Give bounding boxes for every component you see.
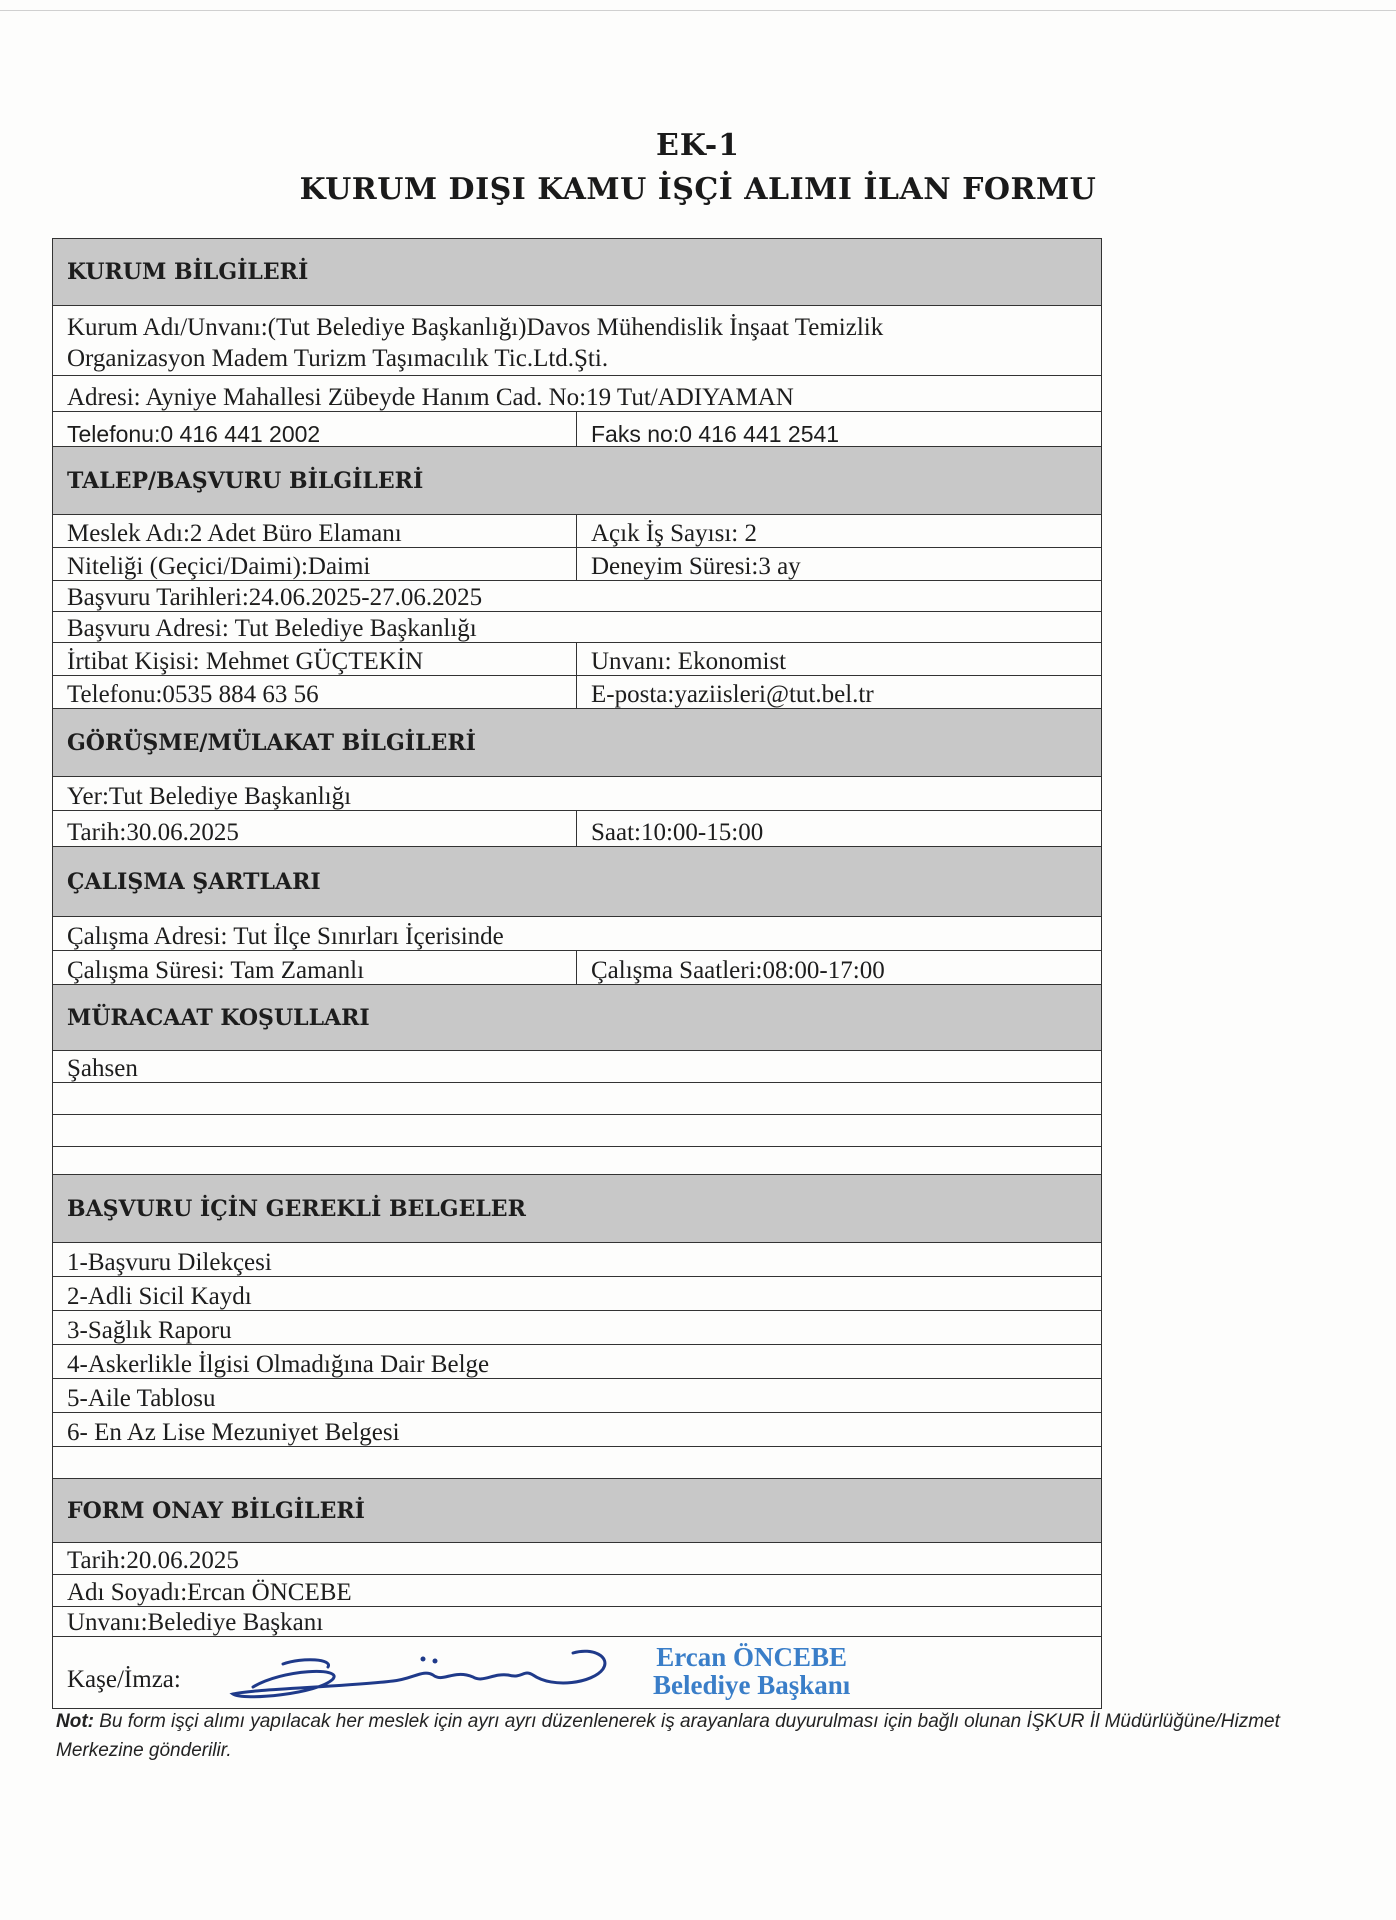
calisma-suresi: Çalışma Süresi: Tam Zamanlı (53, 951, 577, 984)
section-header-muracaat: MÜRACAAT KOŞULLARI (52, 985, 1102, 1051)
onay-tarih: Tarih:20.06.2025 (52, 1543, 1102, 1575)
irtibat-eposta: E-posta:yaziisleri@tut.bel.tr (591, 680, 874, 708)
talep-row-6 (52, 676, 1102, 709)
section-header-kurum: KURUM BİLGİLERİ (52, 238, 1102, 306)
calisma-row-2 (52, 951, 1102, 985)
gorusme-yer: Yer:Tut Belediye Başkanlığı (52, 777, 1102, 811)
belge-item: 5-Aile Tablosu (52, 1379, 1102, 1413)
stamp-title: Belediye Başkanı (653, 1670, 851, 1701)
deneyim-suresi: Deneyim Süresi:3 ay (591, 552, 801, 580)
section-header-belgeler: BAŞVURU İÇİN GEREKLİ BELGELER (52, 1175, 1102, 1243)
belge-item: 4-Askerlikle İlgisi Olmadığına Dair Belge (52, 1345, 1102, 1379)
kurum-fax: Faks no:0 416 441 2541 (591, 420, 840, 447)
irtibat-unvan: Unvanı: Ekonomist (591, 647, 787, 675)
kurum-address: Adresi: Ayniye Mahallesi Zübeyde Hanım Cad. No:19 Tut/ADIYAMAN (52, 376, 1102, 412)
niteligi: Niteliği (Geçici/Daimi):Daimi (53, 548, 577, 580)
belge-item: 1-Başvuru Dilekçesi (52, 1243, 1102, 1277)
form-title: KURUM DIŞI KAMU İŞÇİ ALIMI İLAN FORMU (299, 172, 1097, 207)
talep-row-2 (52, 548, 1102, 581)
kurum-phone: Telefonu:0 416 441 2002 (53, 412, 577, 446)
irtibat-kisisi: İrtibat Kişisi: Mehmet GÜÇTEKİN (53, 643, 577, 675)
gorusme-tarih: Tarih:30.06.2025 (53, 811, 577, 846)
basvuru-tarihleri: Başvuru Tarihleri:24.06.2025-27.06.2025 (52, 581, 1102, 612)
calisma-adresi: Çalışma Adresi: Tut İlçe Sınırları İçerisinde (52, 917, 1102, 951)
footnote-text: Bu form işçi alımı yapılacak her meslek için ayrı ayrı düzenlenerek iş arayanlara duyurulması için bağlı olunan İŞKUR İl Müdürlüğüne/Hizmet Merkezine gönderilir. (56, 1711, 1280, 1761)
signature-image (223, 1639, 643, 1709)
kurum-name-cell (52, 306, 1102, 376)
section-header-gorusme: GÖRÜŞME/MÜLAKAT BİLGİLERİ (52, 709, 1102, 777)
onay-ad-soyad: Adı Soyadı:Ercan ÖNCEBE (52, 1575, 1102, 1607)
kurum-contact-row (52, 412, 1102, 447)
talep-row-1 (52, 515, 1102, 548)
section-header-talep: TALEP/BAŞVURU BİLGİLERİ (52, 447, 1102, 515)
talep-row-5 (52, 643, 1102, 676)
form-code: EK-1 (655, 128, 741, 163)
footnote-label: Not: (56, 1711, 94, 1732)
page-top-edge (0, 10, 1396, 11)
calisma-saatleri: Çalışma Saatleri:08:00-17:00 (591, 956, 885, 984)
official-stamp (653, 1643, 850, 1700)
belge-item: 6- En Az Lise Mezuniyet Belgesi (52, 1413, 1102, 1447)
belge-item: 3-Sağlık Raporu (52, 1311, 1102, 1345)
muracaat-item: Şahsen (52, 1051, 1102, 1083)
stamp-name: Ercan ÖNCEBE (656, 1642, 848, 1672)
gorusme-row-2 (52, 811, 1102, 847)
belge-item: 2-Adli Sicil Kaydı (52, 1277, 1102, 1311)
muracaat-empty-row (52, 1083, 1102, 1115)
irtibat-telefon: Telefonu:0535 884 63 56 (53, 676, 577, 708)
belgeler-empty-row (52, 1447, 1102, 1479)
kurum-name-line1: Kurum Adı/Unvanı:(Tut Belediye Başkanlığı)Davos Mühendislik İnşaat Temizlik (67, 314, 884, 341)
meslek-adi: Meslek Adı:2 Adet Büro Elamanı (53, 515, 577, 547)
kase-imza-label: Kaşe/İmza: (67, 1666, 181, 1693)
section-header-onay: FORM ONAY BİLGİLERİ (52, 1479, 1102, 1543)
kurum-name-line2: Organizasyon Madem Turizm Taşımacılık Tic.Ltd.Şti. (67, 345, 609, 373)
announcement-form (52, 238, 1102, 1709)
onay-unvan: Unvanı:Belediye Başkanı (52, 1607, 1102, 1637)
footnote (56, 1708, 1296, 1765)
muracaat-empty-row (52, 1147, 1102, 1175)
basvuru-adresi: Başvuru Adresi: Tut Belediye Başkanlığı (52, 612, 1102, 643)
acik-is-sayisi: Açık İş Sayısı: 2 (591, 519, 757, 547)
muracaat-empty-row (52, 1115, 1102, 1147)
signature-row (52, 1637, 1102, 1709)
gorusme-saat: Saat:10:00-15:00 (591, 818, 764, 846)
section-header-calisma: ÇALIŞMA ŞARTLARI (52, 847, 1102, 917)
